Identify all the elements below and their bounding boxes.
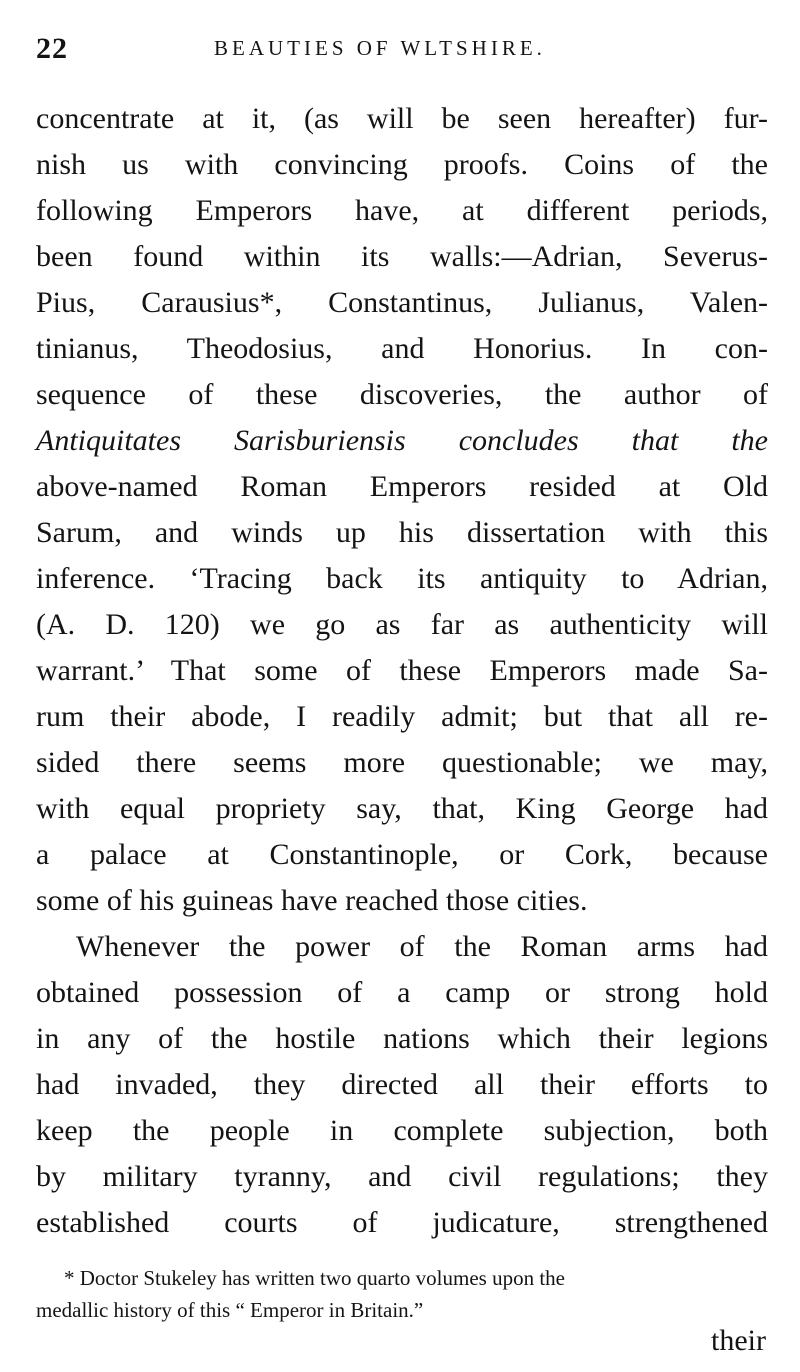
running-head: BEAUTIES OF WLTSHIRE. (214, 36, 546, 60)
body-line: (A. D. 120) we go as far as authenticity will (36, 608, 768, 641)
footnote (36, 1262, 768, 1326)
body-line: inference. ‘Tracing back its antiquity to Adrian, (36, 562, 768, 595)
body-line: Antiquitates Sarisburiensis concludes that the (36, 424, 768, 457)
body-line: a palace at Constantinople, or Cork, because (36, 838, 768, 871)
body-line: obtained possession of a camp or strong hold (36, 976, 768, 1009)
footnote-line: * Doctor Stukeley has written two quarto volumes upon the (64, 1266, 565, 1290)
body-text (36, 96, 768, 1246)
paragraph-first-line: Whenever the power of the Roman arms had (76, 930, 768, 963)
body-line: Pius, Carausius*, Constantinus, Julianus, Valen- (36, 286, 768, 319)
paragraph-last-line: some of his guineas have reached those cities. (36, 884, 588, 917)
page-header (36, 32, 606, 72)
catchword: their (711, 1324, 766, 1357)
body-line: with equal propriety say, that, King George had (36, 792, 768, 825)
body-line: rum their abode, I readily admit; but that all re- (36, 700, 768, 733)
body-line: sided there seems more questionable; we may, (36, 746, 768, 779)
body-line: Sarum, and winds up his dissertation with this (36, 516, 768, 549)
body-line: established courts of judicature, strengthened (36, 1206, 768, 1239)
page-number: 22 (36, 32, 68, 65)
footnote-line: medallic history of this “ Emperor in Britain.” (36, 1298, 424, 1322)
body-line: nish us with convincing proofs. Coins of the (36, 148, 768, 181)
body-line: concentrate at it, (as will be seen hereafter) fur- (36, 102, 768, 135)
body-line: had invaded, they directed all their efforts to (36, 1068, 768, 1101)
body-line: warrant.’ That some of these Emperors made Sa- (36, 654, 768, 687)
body-line: tinianus, Theodosius, and Honorius. In con- (36, 332, 768, 365)
body-line: been found within its walls:—Adrian, Severus- (36, 240, 768, 273)
body-line: by military tyranny, and civil regulations; they (36, 1160, 768, 1193)
body-line: following Emperors have, at different periods, (36, 194, 768, 227)
body-line: sequence of these discoveries, the author of (36, 378, 768, 411)
body-line: keep the people in complete subjection, both (36, 1114, 768, 1147)
body-line: above-named Roman Emperors resided at Old (36, 470, 768, 503)
body-line: in any of the hostile nations which their legions (36, 1022, 768, 1055)
